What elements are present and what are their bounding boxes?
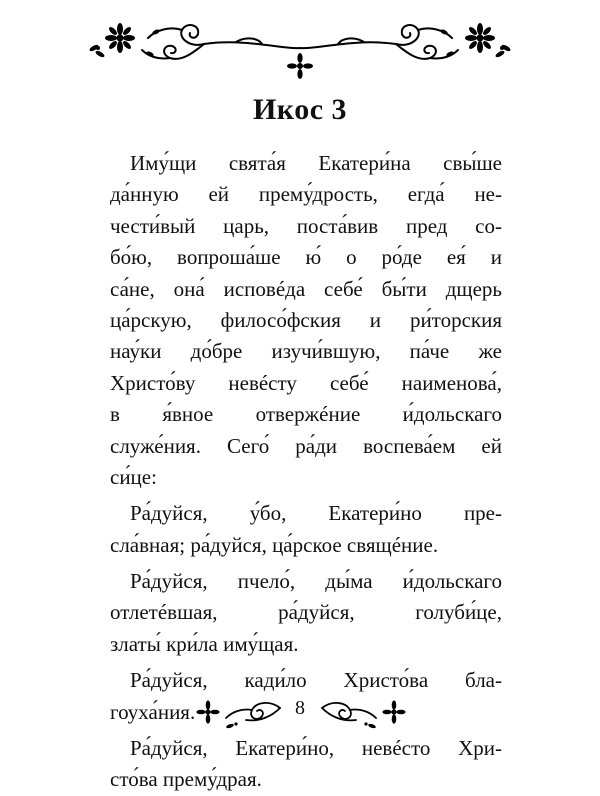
text-line: Христо́ву невéсту себе́ наименова́, [110,370,502,395]
text-line: Ра́дуйся, кади́ло Христо́ва бла- [130,668,502,693]
text-line: Иму́щи свята́я Екатери́на свы́ше [130,151,502,175]
text-line: златы́ кри́ла иму́щая. [110,631,299,656]
text-line: гоуха́ния. [110,699,196,724]
text-line: да́нную ей прему́дрость, егда́ не- [110,182,502,207]
text-line: Ра́дуйся, у́бо, Екатери́но пре- [130,501,502,526]
text-line: отлетéвшая, ра́дуйся, голуби́це, [110,600,502,625]
text-line: сла́вная; ра́дуйся, ца́рское свящéние. [110,532,439,557]
text-line: в я́вное отвержéние и́дольскаго [110,402,502,427]
text-line: чести́вый царь, поста́вив пред со- [110,213,502,238]
text-line: са́не, она́ исповéда себе́ бы́ти дщерь [110,276,502,301]
text-line: Ра́дуйся, пчело́, ды́ма и́дольскаго [130,569,502,594]
floral-header-ornament-icon [86,8,514,82]
paragraph [110,566,502,660]
text-line: ца́рскую, филосо́фския и ри́торския [110,307,502,332]
text-line: бо́ю, вопроша́ше ю́ о ро́де ея́ и [110,245,502,270]
paragraph [110,148,502,493]
text-line: сто́ва прему́драя. [110,767,262,792]
page-title: Икос 3 [252,93,348,126]
text-line: си́це: [110,464,157,489]
text-line: Ра́дуйся, Екатери́но, невéсто Хри- [130,736,502,761]
page-number: 8 [295,697,305,719]
text-line: служе́ния. Сего́ ра́ди воспева́ем ей [110,433,502,458]
text-line: нау́ки до́бре изучи́вшую, па́че же [110,339,502,364]
paragraph [110,733,502,796]
paragraph [110,498,502,561]
